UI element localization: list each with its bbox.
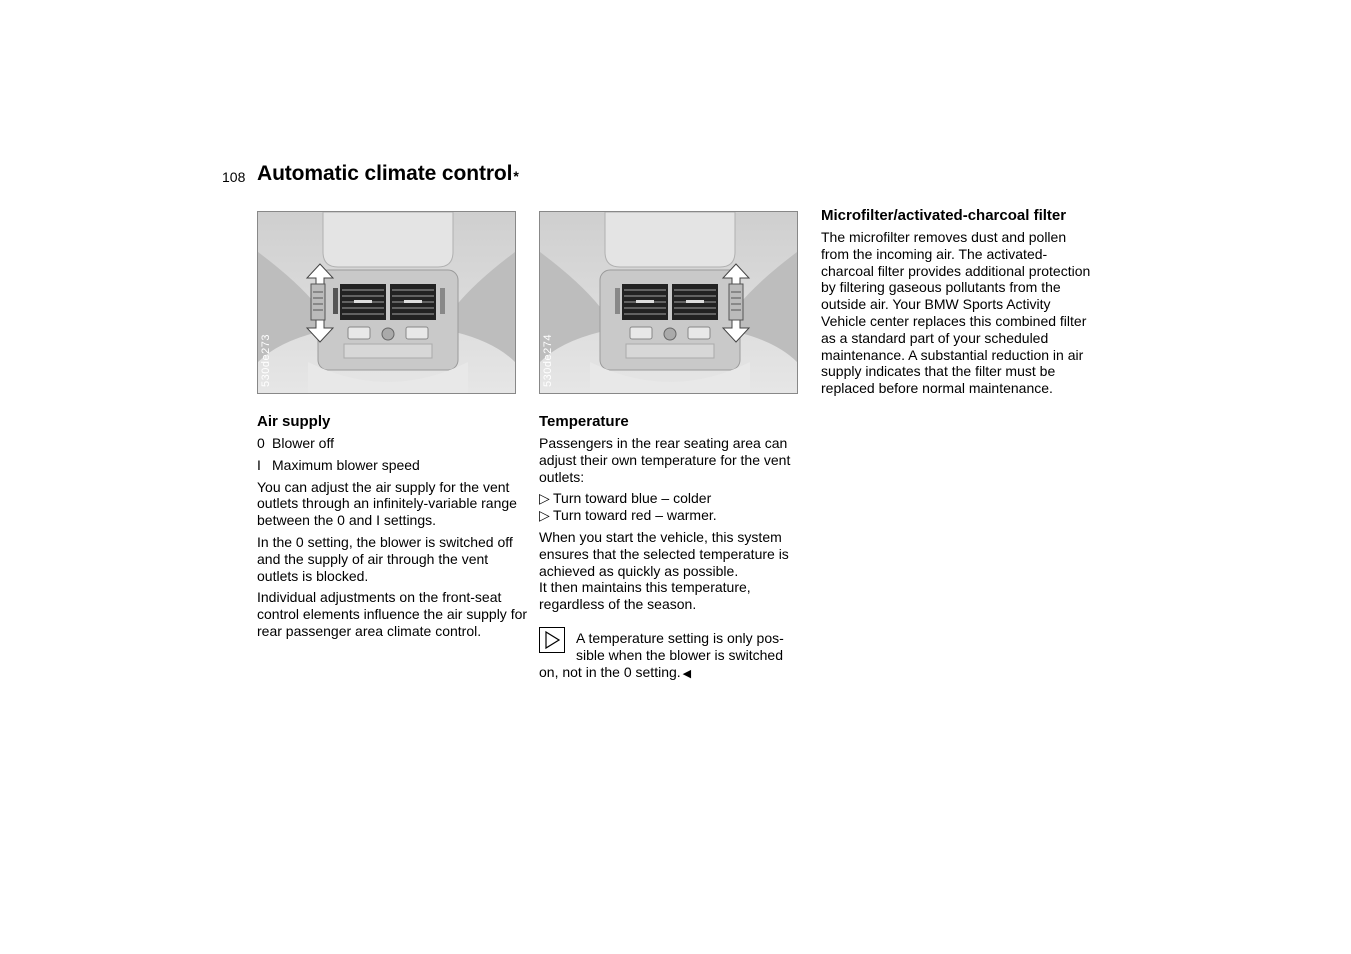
optional-equipment-marker: * (513, 168, 519, 184)
paragraph: The microfilter removes dust and pollen from the incoming air. The activated-charcoal filter provides additional protection by filtering gaseous pollutants from the outside air. Your BMW Sports Activity Vehicle center replaces this combined filter as a standard part of your scheduled maintenance. A substantial reduction in air supply indicates that the filter must be replaced before normal maintenance. (821, 229, 1091, 397)
temperature-heading: Temperature (539, 413, 629, 430)
page-title-text: Automatic climate control (257, 162, 513, 185)
setting-text: Maximum blower speed (272, 456, 420, 473)
list-item (257, 435, 529, 452)
list-item (539, 507, 811, 524)
figure-code: 530de273 (260, 334, 272, 387)
paragraph: You can adjust the air supply for the vent outlets through an infinitely-variable range between the 0 and I settings. (257, 478, 517, 529)
rear-vent-illustration (540, 212, 797, 393)
rear-vent-figure-air-supply (257, 211, 516, 394)
note-box (539, 630, 811, 682)
paragraph: When you start the vehicle, this system ensures that the selected temperature is achieved as quickly as possible. (539, 528, 789, 579)
temperature-section (539, 413, 811, 682)
paragraph: Individual adjustments on the front-seat control elements influence the air supply for rear passenger area climate control. (257, 589, 528, 639)
triangle-bullet-icon: ▷ (539, 490, 550, 507)
paragraph: It then maintains this temperature, regardless of the season. (539, 579, 751, 613)
note-line: on, not in the 0 setting. (539, 663, 681, 680)
list-item (539, 490, 811, 507)
paragraph: Passengers in the rear seating area can adjust their own temperature for the vent outlets: (539, 435, 791, 485)
bullet-text: Turn toward blue – colder (553, 490, 712, 507)
filter-heading: Microfilter/activated-charcoal filter (821, 207, 1067, 224)
paragraph: In the 0 setting, the blower is switched off and the supply of air through the vent outlets is blocked. (257, 533, 513, 584)
note-line: sible when the blower is switched (576, 646, 783, 663)
air-supply-section (257, 413, 529, 645)
list-item (257, 457, 529, 474)
rear-vent-figure-temperature (539, 211, 798, 394)
setting-key: I (257, 456, 261, 473)
figure-code: 530de274 (542, 334, 554, 387)
note-triangle-icon (539, 627, 565, 653)
triangle-bullet-icon: ▷ (539, 507, 550, 524)
setting-key: 0 (257, 435, 265, 451)
end-mark-icon: ◀ (682, 667, 692, 680)
air-supply-heading: Air supply (257, 413, 331, 430)
page-number: 108 (222, 169, 246, 185)
filter-section (821, 207, 1091, 402)
rear-vent-illustration (258, 212, 515, 393)
page-title (257, 162, 519, 186)
setting-text: Blower off (272, 435, 334, 451)
note-line: A temperature setting is only pos- (576, 629, 784, 646)
bullet-text: Turn toward red – warmer. (553, 507, 717, 524)
